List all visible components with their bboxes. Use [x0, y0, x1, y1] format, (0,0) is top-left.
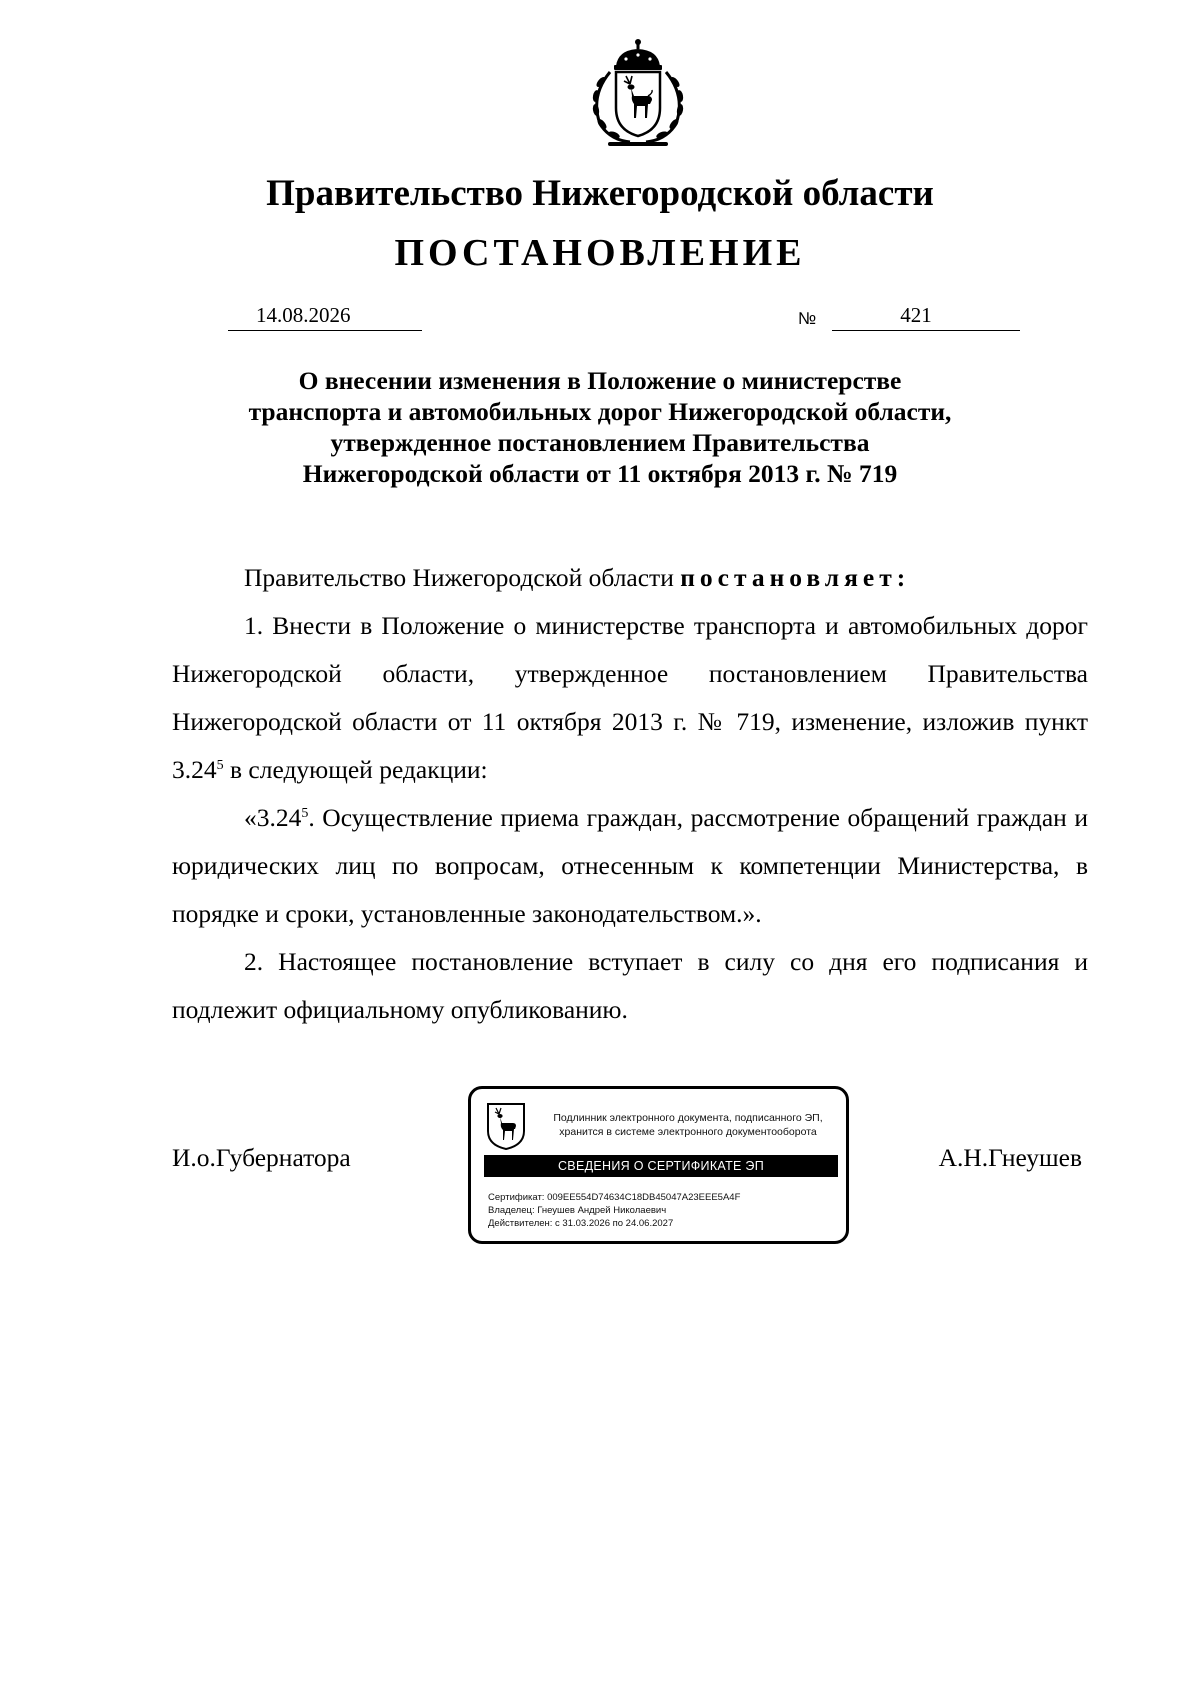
paragraph-1	[172, 602, 1088, 794]
subject-line: О внесении изменения в Положение о министерстве	[298, 366, 902, 395]
quoted-clause-paragraph	[172, 794, 1088, 938]
paragraph-2: 2. Настоящее постановление вступает в силу со дня его подписания и подлежит официальному опубликованию.	[172, 947, 1088, 1024]
subject-line: транспорта и автомобильных дорог Нижегородской области,	[248, 397, 952, 426]
stamp-note-line: Подлинник электронного документа, подписанного ЭП,	[553, 1112, 823, 1124]
document-number: 421	[900, 303, 932, 327]
organization-title: Правительство Нижегородской области	[266, 173, 934, 214]
number-sign: №	[798, 309, 817, 328]
subject-line: Нижегородской области от 11 октября 2013 г. № 719	[302, 459, 898, 488]
document-type-heading: ПОСТАНОВЛЕНИЕ	[394, 232, 806, 274]
stamp-note	[535, 1111, 841, 1139]
signer-name: А.Н.Гнеушев	[938, 1143, 1082, 1172]
document-number-field	[832, 302, 1020, 331]
certificate-owner: Владелец: Гнеушев Андрей Николаевич	[488, 1205, 667, 1216]
quoted-clause-text: . Осуществление приема граждан, рассмотрение обращений граждан и юридических лиц по вопросам, отнесенным к компетенции Министерства, в порядке и сроки, установленные законодательством.».	[172, 803, 1088, 928]
certificate-details	[488, 1191, 740, 1230]
electronic-signature-stamp	[468, 1086, 849, 1244]
quoted-clause-number: «3.24	[244, 803, 302, 832]
certificate-validity: Действителен: с 31.03.2026 по 24.06.2027	[488, 1218, 674, 1229]
preamble-paragraph	[172, 554, 1088, 602]
certificate-serial: Сертификат: 009EE554D74634C18DB45047A23EEE5A4F	[488, 1192, 741, 1203]
document-subject	[0, 365, 1200, 489]
paragraph-1-text: 1. Внести в Положение о министерстве транспорта и автомобильных дорог Нижегородской области, утвержденное постановлением Правительства Нижегородской области от 11 октября 2013 г. № 719, изменение, изложив пункт 3.24	[172, 611, 1088, 784]
stamp-note-line: хранится в системе электронного документооборота	[559, 1126, 817, 1138]
document-date-field	[228, 302, 422, 331]
paragraph-1-superscript: 5	[216, 758, 224, 773]
document-date: 14.08.2026	[256, 303, 351, 327]
quoted-clause-superscript: 5	[301, 806, 309, 821]
subject-line: утвержденное постановлением Правительства	[330, 428, 870, 457]
coat-of-arms-icon	[586, 38, 690, 150]
decree-word: постановляет:	[680, 563, 911, 592]
paragraph-1-tail: в следующей редакции:	[223, 755, 488, 784]
signer-title: И.о.Губернатора	[172, 1143, 351, 1172]
preamble-text: Правительство Нижегородской области	[244, 563, 681, 592]
certificate-info-bar: СВЕДЕНИЯ О СЕРТИФИКАТЕ ЭП	[484, 1155, 838, 1177]
deer-emblem-icon	[485, 1101, 527, 1151]
